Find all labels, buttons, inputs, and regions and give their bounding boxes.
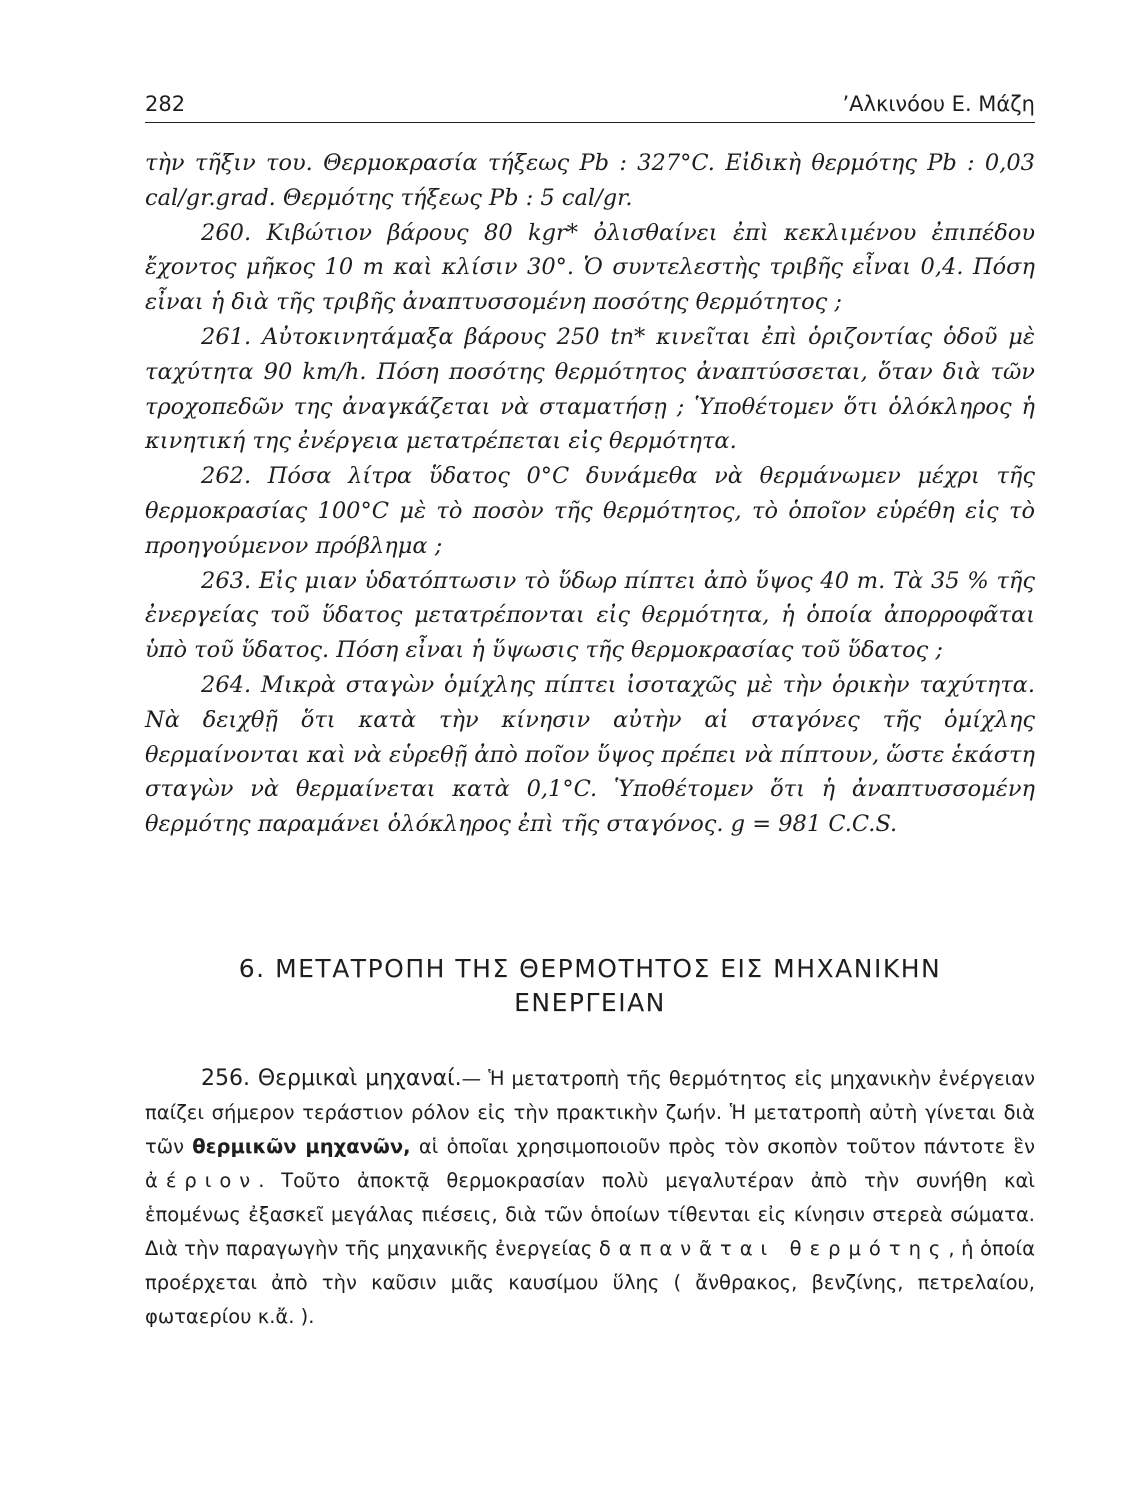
- header-rule: [145, 122, 1035, 123]
- exercise-list: [145, 146, 1035, 842]
- section-heading-line-1: 6. ΜΕΤΑΤΡΟΠΗ ΤΗΣ ΘΕΡΜΟΤΗΤΟΣ ΕΙΣ ΜΗΧΑΝΙΚΗΝ: [238, 954, 942, 983]
- exercise-continuation: τὴν τῆξιν του. Θερμοκρασία τήξεως Pb : 327°C. Εἰδικὴ θερμότης Pb : 0,03 cal/gr.grad. Θερμότης τήξεως Pb : 5 cal/gr.: [145, 150, 1035, 211]
- section-heading-line-2: ΕΝΕΡΓΕΙΑΝ: [514, 988, 666, 1017]
- article-text-2: αἱ ὁποῖαι χρησιμοποιοῦν πρὸς τὸν σκοπὸν τοῦτον πάντοτε ἓν: [410, 1135, 1035, 1158]
- bold-term: θερμικῶν μηχανῶν,: [192, 1135, 411, 1158]
- section-heading: [145, 952, 1035, 1020]
- spaced-words-heat-consumed: δαπανᾶται θερμότης: [598, 1237, 949, 1260]
- page-number: 282: [145, 92, 186, 116]
- exercise-260: 260. Κιβώτιον βάρους 80 kgr* ὀλισθαίνει ἐπὶ κεκλιμένου ἐπιπέδου ἔχοντος μῆκος 10 m καὶ κλίσιν 30°. Ὁ συντελεστὴς τριβῆς εἶναι 0,4. Πόση εἶναι ἡ διὰ τῆς τριβῆς ἀναπτυσσομένη ποσότης θερμότητος ;: [145, 219, 1035, 316]
- article-title: 256. Θερμικαὶ μηχαναί.: [201, 1066, 462, 1091]
- spaced-word-gas: ἀέριον: [145, 1169, 259, 1192]
- exercise-262: 262. Πόσα λίτρα ὕδατος 0°C δυνάμεθα νὰ θερμάνωμεν μέχρι τῆς θερμοκρασίας 100°C μὲ τὸ ποσὸν τῆς θερμότητος, τὸ ὁποῖον εὑρέθη εἰς τὸ προηγούμενον πρόβλημα ;: [145, 463, 1035, 559]
- exercise-264: 264. Μικρὰ σταγὼν ὁμίχλης πίπτει ἰσοταχῶς μὲ τὴν ὁρικὴν ταχύτητα. Νὰ δειχθῇ ὅτι κατὰ τὴν κίνησιν αὐτὴν αἱ σταγόνες τῆς ὁμίχλης θερμαίνονται καὶ νὰ εὑρεθῇ ἀπὸ ποῖον ὕψος πρέπει νὰ πίπτουν, ὥστε ἑκάστη σταγὼν νὰ θερμαίνεται κατὰ 0,1°C. Ὑποθέτομεν ὅτι ἡ ἀναπτυσσομένη θερμότης παραμάνει ὁλόκληρος ἐπὶ τῆς σταγόνος. g = 981 C.C.S.: [145, 671, 1035, 838]
- article-paragraph: [145, 1062, 1035, 1334]
- exercise-263: 263. Εἰς μιαν ὑδατόπτωσιν τὸ ὕδωρ πίπτει ἀπὸ ὕψος 40 m. Τὰ 35 % τῆς ἐνεργείας τοῦ ὕδατος μετατρέπονται εἰς θερμότητα, ἡ ὁποία ἀπορροφᾶται ὑπὸ τοῦ ὕδατος. Πόση εἶναι ἡ ὕψωσις τῆς θερμοκρασίας τοῦ ὕδατος ;: [145, 567, 1035, 664]
- exercise-261: 261. Αὐτοκινητάμαξα βάρους 250 tn* κινεῖται ἐπὶ ὁριζοντίας ὁδοῦ μὲ ταχύτητα 90 km/h. Πόση ποσότης θερμότητος ἀναπτύσσεται, ὅταν διὰ τῶν τροχοπεδῶν της ἀναγκάζεται νὰ σταματήσῃ ; Ὑποθέτομεν ὅτι ὁλόκληρος ἡ κινητική της ἐνέργεια μετατρέπεται εἰς θερμότητα.: [145, 323, 1035, 455]
- article-text-3: . Τοῦτο ἀποκτᾷ θερμοκρασίαν πολὺ μεγαλυτέραν ἀπὸ τὴν συνήθη καὶ ἑπομένως ἐξασκεῖ μεγάλας πιέσεις, διὰ τῶν ὁποίων τίθενται εἰς κίνησιν στερεὰ σώματα. Διὰ τὴν παραγωγὴν τῆς μηχανικῆς ἐνεργείας: [145, 1169, 1035, 1260]
- article-text-4: , ἡ ὁποία προέρχεται ἀπὸ τὴν καῦσιν μιᾶς καυσίμου ὕλης ( ἄνθρακος, βενζίνης, πετρελαίου, φωταερίου κ.ἄ. ).: [145, 1237, 1036, 1328]
- article-text-1: — Ἡ μετατροπὴ τῆς θερμότητος εἰς μηχανικὴν ἐνέργειαν παίζει σήμερον τεράστιον ρόλον εἰς τὴν πρακτικὴν ζωήν. Ἡ μετατροπὴ αὐτὴ γίνεται διὰ τῶν: [145, 1067, 1035, 1158]
- page-header: [145, 86, 1035, 122]
- running-head: ’Αλκινόου Ε. Μάζη: [842, 92, 1035, 116]
- article-256: [145, 1062, 1035, 1334]
